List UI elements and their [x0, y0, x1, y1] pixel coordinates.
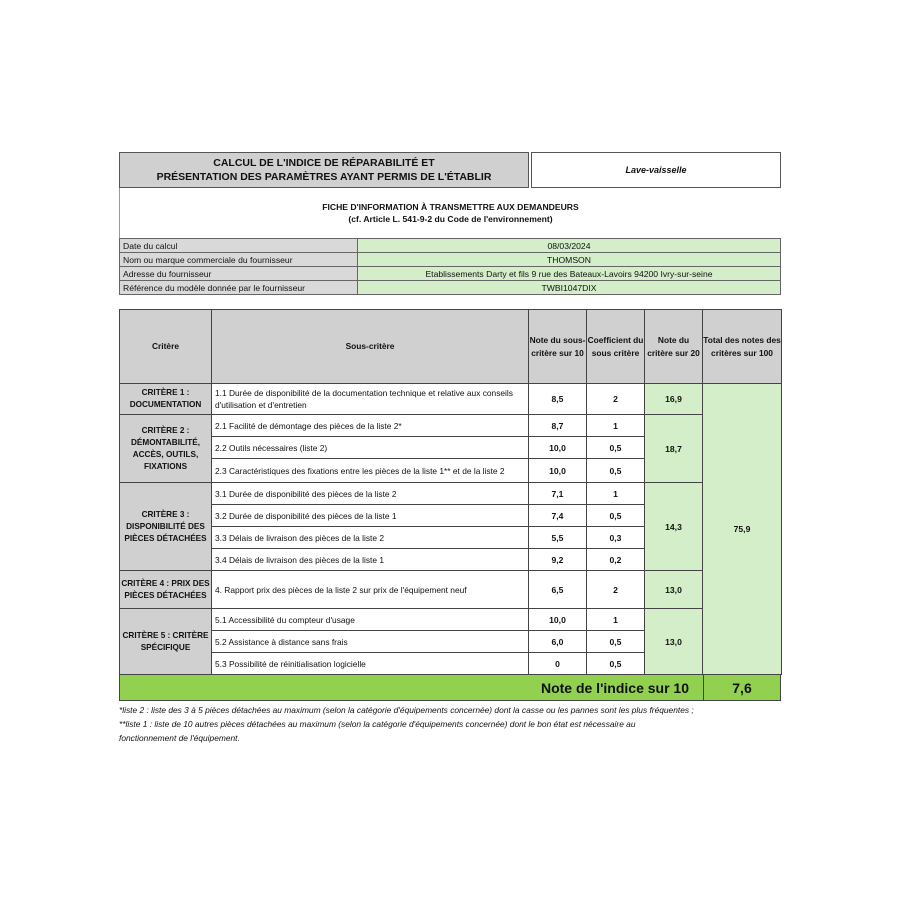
critere-3-note: 14,3 [645, 483, 703, 571]
col-header-note-sous: Note du sous-critère sur 10 [529, 310, 587, 384]
table-row [120, 415, 782, 437]
critere-2-label: CRITÈRE 2 : DÉMONTABILITÉ, ACCÈS, OUTILS, FIXATIONS [120, 415, 212, 483]
info-value: Etablissements Darty et fils 9 rue des Bateaux-Lavoirs 94200 Ivry-sur-seine [358, 267, 781, 281]
criteria-table [119, 309, 782, 675]
info-value: 08/03/2024 [358, 239, 781, 253]
col-header-sous-critere: Sous-critère [212, 310, 529, 384]
sub-note: 6,5 [529, 571, 587, 609]
col-header-total: Total des notes des critères sur 100 [703, 310, 782, 384]
col-header-critere: Critère [120, 310, 212, 384]
sub-criterion: 2.2 Outils nécessaires (liste 2) [212, 437, 529, 459]
sub-coef: 0,5 [587, 653, 645, 675]
sub-coef: 0,5 [587, 437, 645, 459]
sheet-title-line1: CALCUL DE L'INDICE DE RÉPARABILITÉ ET [213, 157, 435, 169]
sub-note: 7,4 [529, 505, 587, 527]
sub-note: 10,0 [529, 459, 587, 483]
sub-coef: 0,5 [587, 631, 645, 653]
sub-coef: 0,3 [587, 527, 645, 549]
sub-note: 10,0 [529, 609, 587, 631]
critere-3-label: CRITÈRE 3 : DISPONIBILITÉ DES PIÈCES DÉTACHÉES [120, 483, 212, 571]
sub-note: 9,2 [529, 549, 587, 571]
sheet-title [119, 152, 529, 188]
total-score: 75,9 [703, 384, 782, 675]
repairability-sheet [119, 152, 781, 745]
critere-5-note: 13,0 [645, 609, 703, 675]
sub-note: 8,5 [529, 384, 587, 415]
sub-coef: 1 [587, 415, 645, 437]
fiche-line1: FICHE D'INFORMATION À TRANSMETTRE AUX DEMANDEURS [322, 202, 579, 212]
info-row [120, 239, 781, 253]
critere-1-note: 16,9 [645, 384, 703, 415]
sub-coef: 0,5 [587, 505, 645, 527]
table-row [120, 609, 782, 631]
table-row [120, 571, 782, 609]
footnote-liste-1-cont: fonctionnement de l'équipement. [119, 733, 240, 743]
info-label: Date du calcul [120, 239, 358, 253]
info-value: THOMSON [358, 253, 781, 267]
info-row [120, 281, 781, 295]
sub-note: 7,1 [529, 483, 587, 505]
col-header-coef: Coefficient du sous critère [587, 310, 645, 384]
info-label: Nom ou marque commerciale du fournisseur [120, 253, 358, 267]
table-row [120, 384, 782, 415]
critere-2-note: 18,7 [645, 415, 703, 483]
sub-criterion: 2.1 Facilité de démontage des pièces de la liste 2* [212, 415, 529, 437]
supplier-info-table [119, 238, 781, 295]
table-header-row [120, 310, 782, 384]
info-row [120, 267, 781, 281]
sub-criterion: 3.2 Durée de disponibilité des pièces de la liste 1 [212, 505, 529, 527]
sub-coef: 1 [587, 609, 645, 631]
sub-note: 5,5 [529, 527, 587, 549]
sub-criterion: 1.1 Durée de disponibilité de la documentation technique et relative aux conseils d'utilisation et d'entretien [212, 384, 529, 415]
sub-coef: 1 [587, 483, 645, 505]
final-score-value: 7,6 [732, 679, 752, 696]
footnote-liste-1: **liste 1 : liste de 10 autres pièces détachées au maximum (selon la catégorie d'équipements concernée) dont le bon état est nécessaire au [119, 719, 636, 729]
info-label: Adresse du fournisseur [120, 267, 358, 281]
sub-coef: 0,2 [587, 549, 645, 571]
info-value: TWBI1047DIX [358, 281, 781, 295]
info-label: Référence du modèle donnée par le fournisseur [120, 281, 358, 295]
sub-criterion: 3.4 Délais de livraison des pièces de la liste 1 [212, 549, 529, 571]
footnote-liste-2: *liste 2 : liste des 3 à 5 pièces détachées au maximum (selon la catégorie d'équipements concernée) dont la casse ou les pannes sont les plus fréquentes ; [119, 705, 694, 715]
footnotes [119, 703, 781, 745]
critere-5-label: CRITÈRE 5 : CRITÈRE SPÉCIFIQUE [120, 609, 212, 675]
table-row [120, 483, 782, 505]
sub-criterion: 3.3 Délais de livraison des pièces de la liste 2 [212, 527, 529, 549]
sub-note: 8,7 [529, 415, 587, 437]
product-category: Lave-vaisselle [531, 152, 781, 188]
sub-criterion: 3.1 Durée de disponibilité des pièces de la liste 2 [212, 483, 529, 505]
info-row [120, 253, 781, 267]
sub-criterion: 5.3 Possibilité de réinitialisation logicielle [212, 653, 529, 675]
sub-note: 0 [529, 653, 587, 675]
final-score-bar [119, 675, 781, 701]
sub-criterion: 2.3 Caractéristiques des fixations entre les pièces de la liste 1** et de la liste 2 [212, 459, 529, 483]
sub-note: 10,0 [529, 437, 587, 459]
sub-coef: 0,5 [587, 459, 645, 483]
sub-note: 6,0 [529, 631, 587, 653]
critere-4-label: CRITÈRE 4 : PRIX DES PIÈCES DÉTACHÉES [120, 571, 212, 609]
sheet-title-line2: PRÉSENTATION DES PARAMÈTRES AYANT PERMIS DE L'ÉTABLIR [156, 171, 492, 183]
sub-criterion: 5.1 Accessibilité du compteur d'usage [212, 609, 529, 631]
final-score-label: Note de l'indice sur 10 [120, 675, 704, 700]
sub-coef: 2 [587, 384, 645, 415]
sub-coef: 2 [587, 571, 645, 609]
sub-criterion: 5.2 Assistance à distance sans frais [212, 631, 529, 653]
col-header-note-critere: Note du critère sur 20 [645, 310, 703, 384]
critere-1-label: CRITÈRE 1 : DOCUMENTATION [120, 384, 212, 415]
fiche-heading [119, 188, 781, 238]
fiche-line2: (cf. Article L. 541-9-2 du Code de l'environnement) [348, 214, 553, 224]
critere-4-note: 13,0 [645, 571, 703, 609]
sub-criterion: 4. Rapport prix des pièces de la liste 2 sur prix de l'équipement neuf [212, 571, 529, 609]
sheet-header [119, 152, 781, 188]
